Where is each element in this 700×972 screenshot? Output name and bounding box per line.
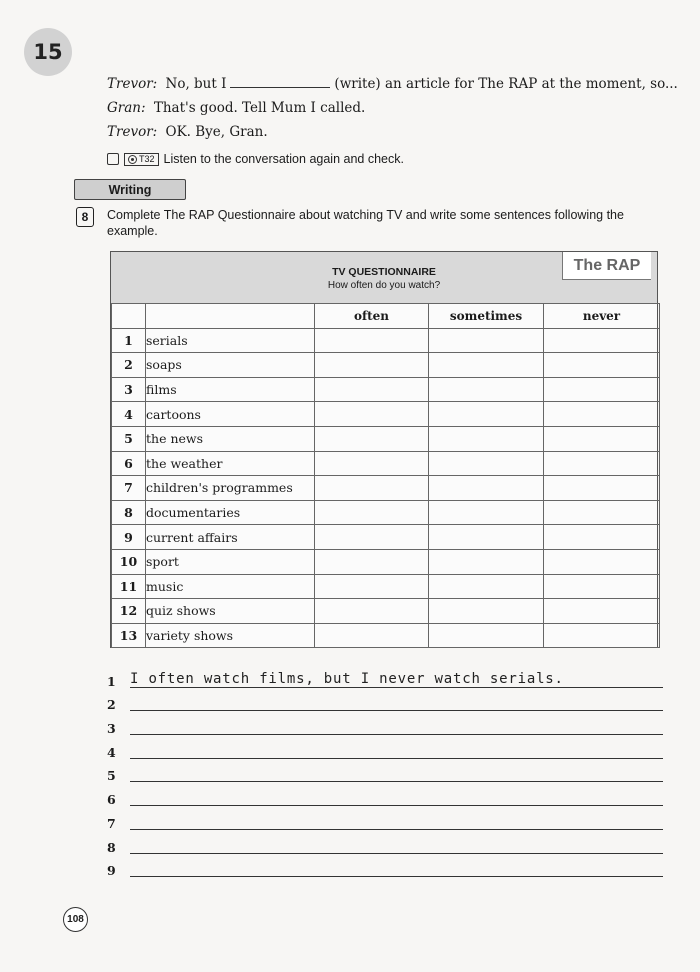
answer-cell-never[interactable] — [544, 500, 660, 525]
row-number: 4 — [112, 402, 146, 427]
header-blank — [146, 304, 315, 329]
sentence-number: 1 — [107, 673, 116, 689]
audio-track-tag — [124, 153, 159, 166]
speaker: Trevor: — [107, 76, 158, 92]
answer-cell-sometimes[interactable] — [429, 574, 544, 599]
sentence-line[interactable] — [107, 691, 663, 715]
tv-questionnaire — [110, 251, 658, 648]
table-row — [112, 328, 660, 353]
page-number: 108 — [63, 907, 88, 932]
section-label: Writing — [74, 179, 186, 200]
programme-type: soaps — [146, 353, 315, 378]
answer-cell-sometimes[interactable] — [429, 353, 544, 378]
column-header-often: often — [315, 304, 429, 329]
table-header-row — [112, 304, 660, 329]
rap-logo: The RAP — [562, 252, 651, 280]
programme-type: music — [146, 574, 315, 599]
answer-cell-sometimes[interactable] — [429, 328, 544, 353]
answer-cell-never[interactable] — [544, 525, 660, 550]
answer-cell-sometimes[interactable] — [429, 500, 544, 525]
answer-cell-sometimes[interactable] — [429, 402, 544, 427]
answer-cell-often[interactable] — [315, 353, 429, 378]
dialogue-text: No, but I — [165, 76, 227, 92]
table-row — [112, 623, 660, 648]
checkbox-icon[interactable] — [107, 153, 119, 165]
answer-cell-often[interactable] — [315, 451, 429, 476]
answer-cell-never[interactable] — [544, 353, 660, 378]
programme-type: the weather — [146, 451, 315, 476]
answer-cell-sometimes[interactable] — [429, 451, 544, 476]
answer-cell-often[interactable] — [315, 377, 429, 402]
answer-cell-often[interactable] — [315, 549, 429, 574]
table-row — [112, 574, 660, 599]
column-header-sometimes: sometimes — [429, 304, 544, 329]
programme-type: children's programmes — [146, 476, 315, 501]
programme-type: documentaries — [146, 500, 315, 525]
writing-rule — [130, 805, 663, 806]
programme-type: quiz shows — [146, 599, 315, 624]
writing-rule — [130, 781, 663, 782]
programme-type: serials — [146, 328, 315, 353]
sentence-line[interactable] — [107, 857, 663, 881]
row-number: 3 — [112, 377, 146, 402]
answer-cell-sometimes[interactable] — [429, 426, 544, 451]
answer-cell-never[interactable] — [544, 402, 660, 427]
questionnaire-title: TV QUESTIONNAIRE — [332, 266, 436, 278]
writing-rule — [130, 734, 663, 735]
sentence-line[interactable] — [107, 667, 663, 691]
sentence-line[interactable] — [107, 738, 663, 762]
writing-rule — [130, 876, 663, 877]
answer-cell-often[interactable] — [315, 574, 429, 599]
sentence-line[interactable] — [107, 714, 663, 738]
row-number: 10 — [112, 549, 146, 574]
sentence-number: 5 — [107, 768, 116, 784]
programme-type: sport — [146, 549, 315, 574]
answer-cell-never[interactable] — [544, 426, 660, 451]
listen-text: Listen to the conversation again and check. — [163, 152, 404, 166]
sentence-line[interactable] — [107, 762, 663, 786]
unit-number-badge: 15 — [24, 28, 72, 76]
dialogue-line — [107, 72, 678, 96]
dialogue-line — [107, 96, 678, 120]
writing-rule — [130, 687, 663, 688]
row-number: 5 — [112, 426, 146, 451]
writing-rule — [130, 710, 663, 711]
sentence-number: 3 — [107, 721, 116, 737]
row-number: 13 — [112, 623, 146, 648]
dialogue-text: (write) an article for The RAP at the moment, so... — [334, 76, 678, 92]
answer-cell-sometimes[interactable] — [429, 525, 544, 550]
answer-cell-sometimes[interactable] — [429, 476, 544, 501]
sentence-number: 6 — [107, 792, 116, 808]
answer-cell-never[interactable] — [544, 377, 660, 402]
answer-cell-often[interactable] — [315, 328, 429, 353]
sentence-number: 4 — [107, 744, 116, 760]
sentence-number: 8 — [107, 839, 116, 855]
header-blank — [112, 304, 146, 329]
answer-cell-never[interactable] — [544, 599, 660, 624]
programme-type: current affairs — [146, 525, 315, 550]
answer-cell-never[interactable] — [544, 623, 660, 648]
answer-cell-often[interactable] — [315, 623, 429, 648]
answer-cell-never[interactable] — [544, 574, 660, 599]
table-row — [112, 426, 660, 451]
sentence-number: 9 — [107, 863, 116, 879]
writing-rule — [130, 853, 663, 854]
answer-cell-sometimes[interactable] — [429, 377, 544, 402]
sentence-line[interactable] — [107, 809, 663, 833]
answer-cell-often[interactable] — [315, 426, 429, 451]
row-number: 2 — [112, 353, 146, 378]
table-row — [112, 599, 660, 624]
answer-cell-never[interactable] — [544, 328, 660, 353]
table-row — [112, 549, 660, 574]
dialogue-text: OK. Bye, Gran. — [165, 124, 268, 140]
answer-cell-often[interactable] — [315, 500, 429, 525]
speaker: Gran: — [107, 100, 146, 116]
sentence-line[interactable] — [107, 785, 663, 809]
answer-cell-often[interactable] — [315, 525, 429, 550]
dialogue — [107, 72, 678, 144]
table-row — [112, 525, 660, 550]
answer-blank[interactable] — [230, 75, 330, 88]
programme-type: the news — [146, 426, 315, 451]
table-row — [112, 402, 660, 427]
answer-cell-never[interactable] — [544, 549, 660, 574]
programme-type: films — [146, 377, 315, 402]
writing-rule — [130, 758, 663, 759]
questionnaire-table — [111, 303, 660, 648]
row-number: 6 — [112, 451, 146, 476]
answer-cell-sometimes[interactable] — [429, 549, 544, 574]
dialogue-text: That's good. Tell Mum I called. — [153, 100, 366, 116]
answer-cell-often[interactable] — [315, 402, 429, 427]
speaker: Trevor: — [107, 124, 158, 140]
answer-cell-sometimes[interactable] — [429, 599, 544, 624]
table-row — [112, 451, 660, 476]
answer-cell-never[interactable] — [544, 451, 660, 476]
row-number: 8 — [112, 500, 146, 525]
answer-cell-never[interactable] — [544, 476, 660, 501]
table-row — [112, 476, 660, 501]
sentence-line[interactable] — [107, 833, 663, 857]
row-number: 11 — [112, 574, 146, 599]
answer-cell-often[interactable] — [315, 599, 429, 624]
table-row — [112, 500, 660, 525]
answer-cell-often[interactable] — [315, 476, 429, 501]
dialogue-line — [107, 120, 678, 144]
row-number: 7 — [112, 476, 146, 501]
writing-rule — [130, 829, 663, 830]
row-number: 1 — [112, 328, 146, 353]
questionnaire-header — [111, 252, 657, 304]
listen-instruction — [107, 152, 404, 166]
example-sentence: I often watch films, but I never watch serials. — [130, 670, 564, 687]
sentence-number: 2 — [107, 697, 116, 713]
sentence-lines — [107, 667, 663, 880]
exercise-instruction: Complete The RAP Questionnaire about watching TV and write some sentences following the example. — [107, 208, 624, 238]
answer-cell-sometimes[interactable] — [429, 623, 544, 648]
track-label: T32 — [139, 153, 155, 164]
programme-type: cartoons — [146, 402, 315, 427]
cd-icon — [128, 155, 137, 164]
table-row — [112, 377, 660, 402]
column-header-never: never — [544, 304, 660, 329]
table-row — [112, 353, 660, 378]
questionnaire-subtitle: How often do you watch? — [327, 280, 441, 291]
exercise-number: 8 — [76, 207, 94, 227]
programme-type: variety shows — [146, 623, 315, 648]
row-number: 12 — [112, 599, 146, 624]
sentence-number: 7 — [107, 815, 116, 831]
row-number: 9 — [112, 525, 146, 550]
